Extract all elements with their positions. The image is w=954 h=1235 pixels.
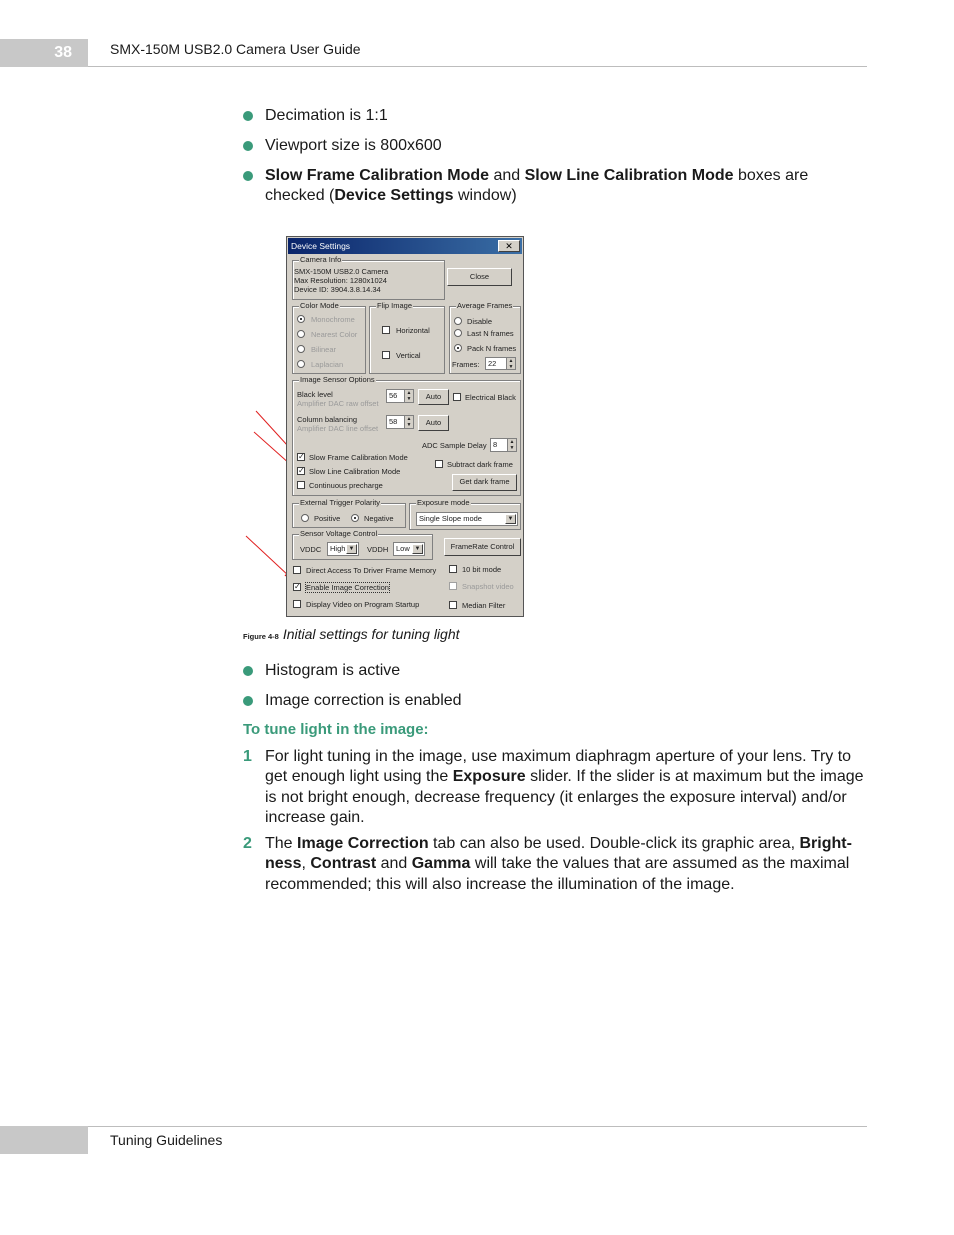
auto-column-balancing-button[interactable]: Auto — [418, 415, 449, 431]
option-label: Vertical — [396, 351, 421, 360]
vddh-label: VDDH — [367, 545, 389, 554]
option-label: Bilinear — [311, 345, 337, 354]
bullet-dot — [243, 141, 253, 151]
checkbox-subtract-dark-frame[interactable] — [435, 460, 443, 468]
radio-laplacian[interactable] — [297, 360, 305, 368]
radio-bilinear[interactable] — [297, 345, 305, 353]
option-label: Continuous precharge — [309, 481, 383, 490]
checkbox-continuous-precharge[interactable] — [297, 481, 305, 489]
option-label: Nearest Color — [311, 330, 358, 339]
checkbox-slow-frame-calibration[interactable]: ✓ — [298, 452, 305, 461]
close-icon[interactable]: ✕ — [498, 240, 520, 252]
radio-nearest-color[interactable] — [297, 330, 305, 338]
vddc-value: High — [330, 544, 346, 553]
step-number: 1 — [243, 748, 252, 765]
step-text — [265, 834, 868, 895]
procedure-title: To tune light in the image: — [243, 721, 429, 738]
bold-term: Exposure — [452, 768, 526, 786]
option-label: Slow Line Calibration Mode — [309, 467, 401, 476]
radio-monochrome[interactable] — [297, 315, 305, 323]
exposure-mode-value: Single Slope mode — [419, 514, 482, 523]
device-id: Device ID: 3904.3.8.14.34 — [294, 285, 381, 294]
group-legend: Flip Image — [377, 301, 413, 310]
black-level-value: 56 — [389, 391, 398, 400]
group-legend: Color Mode — [300, 301, 339, 310]
checkbox-display-on-startup[interactable] — [293, 600, 301, 608]
bullet-dot — [243, 696, 253, 706]
spinner-arrows-icon[interactable]: ▲ ▼ — [404, 416, 413, 428]
vddh-select[interactable] — [393, 542, 425, 556]
auto-black-level-button[interactable]: Auto — [418, 389, 449, 405]
option-label: Median Filter — [462, 601, 506, 610]
bullet-text: Decimation is 1:1 — [265, 107, 388, 124]
group-legend: Sensor Voltage Control — [300, 529, 378, 538]
radio-negative[interactable] — [351, 514, 359, 522]
adc-sample-delay-value: 8 — [493, 440, 498, 449]
spinner-arrows-icon[interactable]: ▲ ▼ — [404, 390, 413, 402]
option-label: Snapshot video — [462, 582, 514, 591]
text-run: The — [265, 835, 298, 852]
bullet-histogram — [243, 661, 868, 681]
device-settings-dialog — [286, 236, 524, 617]
trigger-polarity-group — [292, 498, 406, 528]
figure-caption — [243, 626, 460, 642]
frames-label: Frames: — [452, 360, 480, 369]
chevron-down-icon[interactable]: ▼ — [412, 544, 423, 554]
header-rule — [88, 66, 867, 67]
option-label: Subtract dark frame — [447, 460, 513, 469]
group-legend: Camera Info — [300, 255, 342, 264]
column-balancing-sublabel: Amplifier DAC line offset — [297, 424, 379, 433]
radio-disable[interactable] — [454, 317, 462, 325]
bullet-viewport — [243, 136, 868, 156]
sensor-voltage-group — [292, 529, 433, 560]
option-label: Negative — [364, 514, 394, 523]
checkbox-slow-line-calibration[interactable]: ✓ — [298, 466, 305, 475]
spinner-arrows-icon[interactable]: ▲ ▼ — [507, 439, 516, 451]
bullet-dot — [243, 171, 253, 181]
radio-pack-n[interactable] — [454, 344, 462, 352]
bullet-dot — [243, 111, 253, 121]
bullet-text — [265, 166, 868, 206]
checkbox-vertical[interactable] — [382, 351, 390, 359]
text-run: will take the values that are assumed as the maximal recommended; this will also increase the illumination of the image. — [265, 855, 850, 893]
black-level-sublabel: Amplifier DAC raw offset — [297, 399, 379, 408]
text-run: For light tuning in the image, use maximum diaphragm aperture of your lens. Try to get enough light using the — [265, 748, 852, 786]
radio-positive[interactable] — [301, 514, 309, 522]
frames-spinner[interactable] — [485, 357, 516, 370]
camera-info-group — [292, 255, 445, 300]
option-label: Monochrome — [311, 315, 355, 324]
flip-image-group — [369, 301, 445, 374]
column-balancing-label: Column balancing — [297, 415, 358, 424]
exposure-mode-group — [409, 498, 521, 530]
option-label: Enable Image Correction — [306, 583, 389, 592]
text-run: and — [376, 855, 412, 873]
vddc-select[interactable] — [327, 542, 359, 556]
group-legend: Image Sensor Options — [300, 375, 375, 384]
checkbox-enable-image-correction[interactable]: ✓ — [294, 582, 301, 591]
group-legend: External Trigger Polarity — [300, 498, 381, 507]
dialog-title: Device Settings — [291, 241, 351, 251]
bold-term: Device Settings — [334, 187, 454, 204]
camera-name: SMX-150M USB2.0 Camera — [294, 267, 389, 276]
text-run: slider. If the slider is at maximum but the image is not bright enough, decrease frequency (it enlarges the exposure interval) and/or increase gain. — [265, 768, 864, 827]
page-number: 38 — [0, 39, 88, 67]
bullet-text: Viewport size is 800x600 — [265, 137, 442, 154]
vddc-label: VDDC — [300, 545, 322, 554]
spinner-arrows-icon[interactable]: ▲ ▼ — [506, 358, 515, 369]
bullet-image-correction — [243, 691, 868, 711]
option-label: Disable — [467, 317, 493, 326]
exposure-mode-select[interactable] — [416, 512, 518, 526]
bold-term: Bright-ness — [265, 835, 852, 873]
bold-term: Gamma — [411, 855, 471, 873]
arrow-enable-correction — [246, 536, 290, 577]
bullet-dot — [243, 666, 253, 676]
image-sensor-options-group — [292, 375, 521, 496]
footer-rule — [88, 1126, 867, 1127]
running-header: SMX-150M USB2.0 Camera User Guide — [110, 41, 361, 57]
option-label: Positive — [314, 514, 341, 523]
option-label: Display Video on Program Startup — [306, 600, 420, 609]
text-run: and — [489, 167, 525, 184]
bold-term: Slow Frame Calibration Mode — [265, 167, 490, 184]
dialog-title-bar — [288, 238, 522, 254]
close-button[interactable]: Close — [447, 268, 512, 286]
framerate-control-button[interactable]: FrameRate Control — [444, 538, 521, 556]
step-2 — [243, 834, 868, 895]
column-balancing-spinner[interactable] — [386, 415, 414, 429]
step-text — [265, 747, 868, 829]
black-level-label: Black level — [297, 390, 333, 399]
footer-tab — [0, 1126, 88, 1154]
bullet-calibration — [243, 166, 868, 206]
group-legend: Average Frames — [457, 301, 513, 310]
frames-value: 22 — [488, 359, 497, 368]
bullet-text: Image correction is enabled — [265, 692, 462, 709]
get-dark-frame-button[interactable]: Get dark frame — [452, 474, 517, 491]
color-mode-group — [292, 301, 366, 374]
adc-sample-delay-label: ADC Sample Delay — [422, 441, 487, 450]
max-resolution: Max Resolution: 1280x1024 — [294, 276, 387, 285]
text-run: tab can also be used. Double-click its graphic area, — [428, 835, 800, 852]
text-run: boxes are checked ( — [265, 167, 809, 204]
option-label: Pack N frames — [467, 344, 517, 353]
option-label: Electrical Black — [465, 393, 516, 402]
option-label: Laplacian — [311, 360, 344, 369]
column-balancing-value: 58 — [389, 417, 398, 426]
chevron-down-icon[interactable]: ▼ — [505, 514, 516, 524]
radio-last-n[interactable] — [454, 329, 462, 337]
figure-label: Figure 4-8 — [243, 632, 279, 641]
figure-title: Initial settings for tuning light — [282, 626, 460, 642]
black-level-spinner[interactable] — [386, 389, 414, 403]
bold-term: Slow Line Calibration Mode — [524, 167, 734, 184]
option-label: Direct Access To Driver Frame Memory — [306, 566, 437, 575]
checkbox-horizontal[interactable] — [382, 326, 390, 334]
text-run: window) — [453, 187, 517, 204]
text-run: , — [301, 855, 311, 873]
checkbox-10-bit-mode[interactable] — [449, 565, 457, 573]
checkbox-direct-access[interactable] — [293, 566, 301, 574]
option-label: Last N frames — [467, 329, 514, 338]
chevron-down-icon[interactable]: ▼ — [346, 544, 357, 554]
running-footer: Tuning Guidelines — [110, 1132, 223, 1148]
option-label: Horizontal — [396, 326, 430, 335]
checkbox-median-filter[interactable] — [449, 601, 457, 609]
bullet-decimation — [243, 106, 868, 126]
checkbox-snapshot-video[interactable] — [449, 582, 457, 590]
checkbox-electrical-black[interactable] — [453, 393, 461, 401]
step-1 — [243, 747, 868, 829]
bold-term: Contrast — [310, 855, 377, 873]
bold-term: Image Correction — [297, 835, 429, 852]
bullet-text: Histogram is active — [265, 662, 401, 679]
adc-sample-delay-spinner[interactable] — [490, 438, 517, 452]
vddh-value: Low — [396, 544, 410, 553]
option-label: 10 bit mode — [462, 565, 502, 574]
average-frames-group — [449, 301, 521, 374]
step-number: 2 — [243, 835, 252, 852]
group-legend: Exposure mode — [417, 498, 470, 507]
option-label: Slow Frame Calibration Mode — [309, 453, 408, 462]
